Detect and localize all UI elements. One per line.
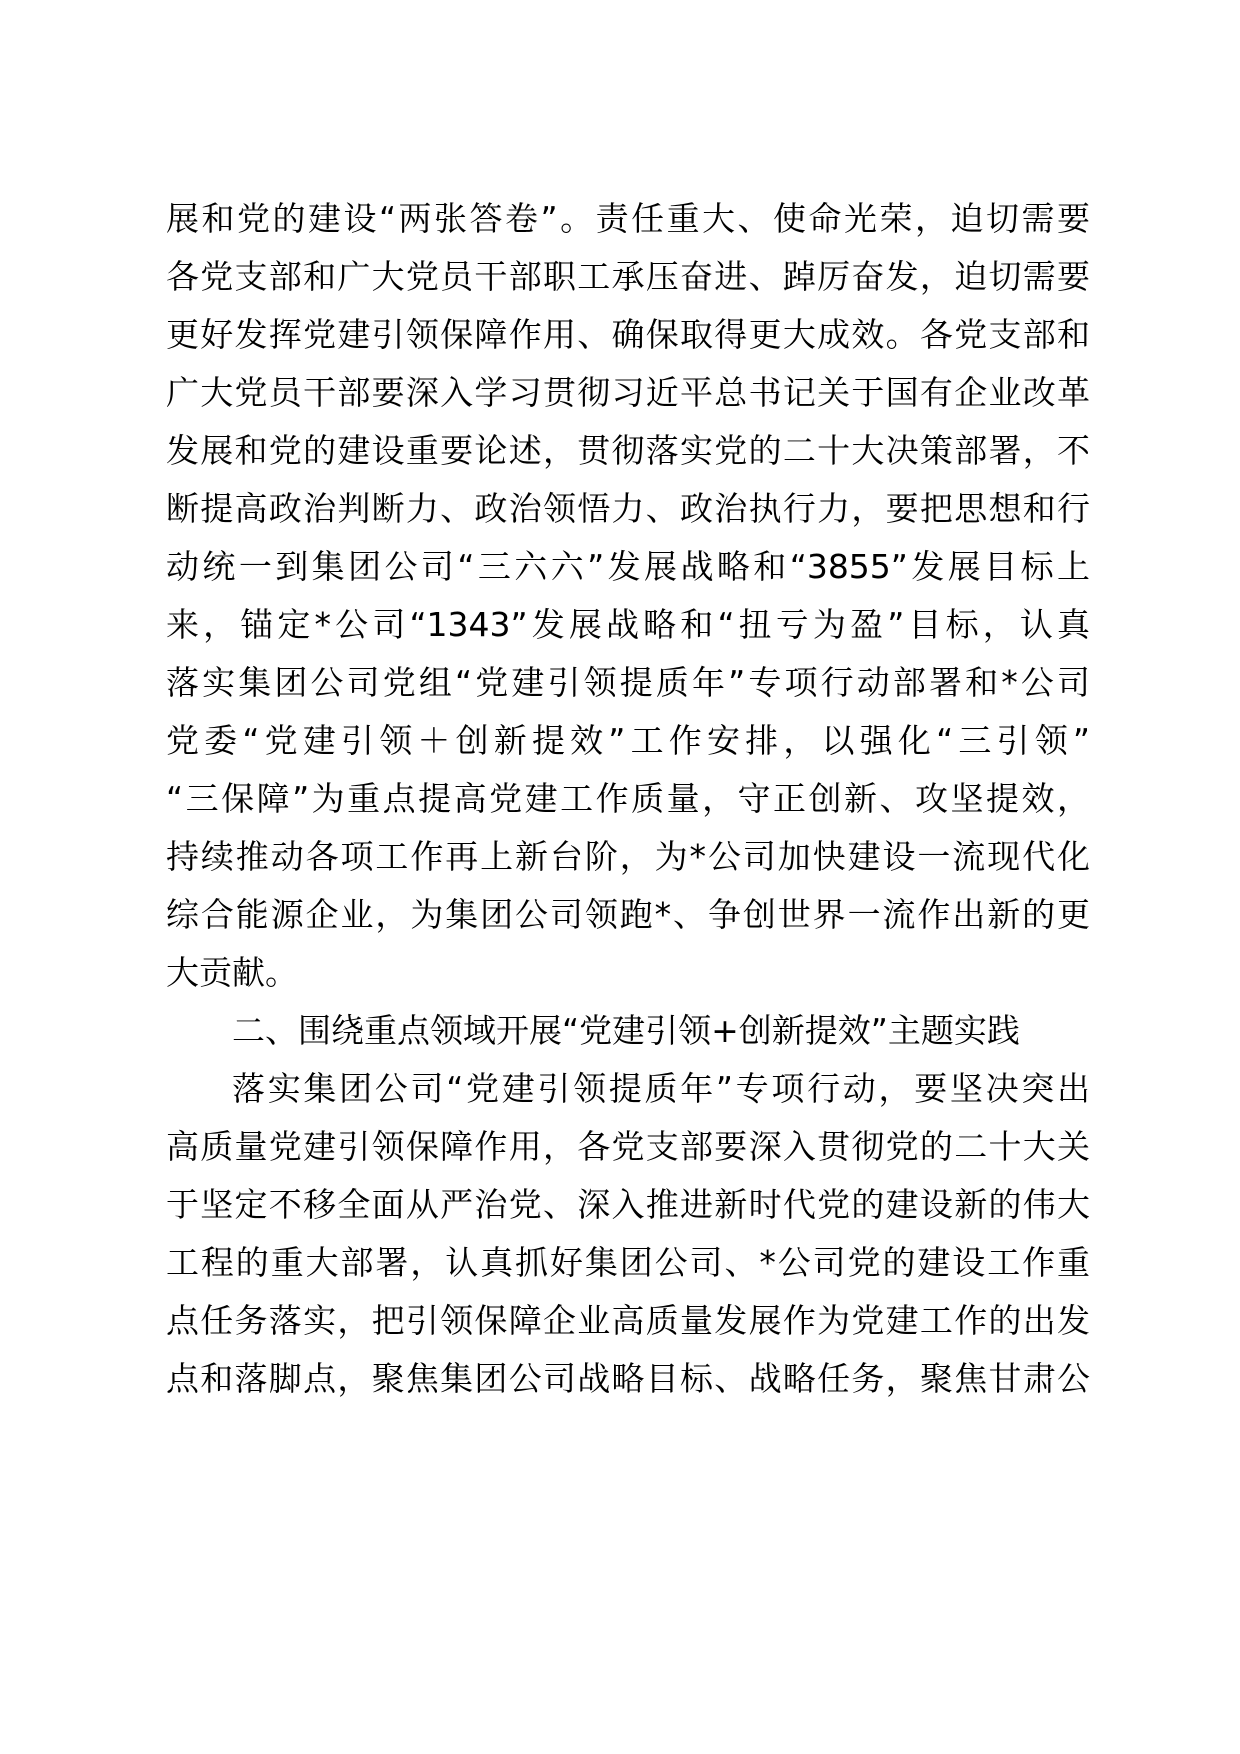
paragraph-2-line: 高质量党建引领保障作用，各党支部要深入贯彻党的二十大关 xyxy=(166,1127,1090,1166)
paragraph-2-line: 点任务落实，把引领保障企业高质量发展作为党建工作的出发 xyxy=(166,1301,1090,1340)
paragraph-2-line: 工程的重大部署，认真抓好集团公司、*公司党的建设工作重 xyxy=(166,1243,1090,1282)
paragraph-2-line: 于坚定不移全面从严治党、深入推进新时代党的建设新的伟大 xyxy=(166,1185,1090,1224)
paragraph-1-line: 动统一到集团公司“三六六”发展战略和“3855”发展目标上 xyxy=(166,547,1090,586)
paragraph-1-line: 大贡献。 xyxy=(166,953,298,992)
paragraph-1-line: 发展和党的建设重要论述，贯彻落实党的二十大决策部署，不 xyxy=(166,431,1090,470)
paragraph-1-line: 广大党员干部要深入学习贯彻习近平总书记关于国有企业改革 xyxy=(166,373,1090,412)
paragraph-1-line: 更好发挥党建引领保障作用、确保取得更大成效。各党支部和 xyxy=(166,315,1090,354)
paragraph-2-line: 点和落脚点，聚焦集团公司战略目标、战略任务，聚焦甘肃公 xyxy=(166,1359,1090,1398)
section-heading: 二、围绕重点领域开展“党建引领+创新提效”主题实践 xyxy=(232,1011,1020,1050)
paragraph-1-line: 落实集团公司党组“党建引领提质年”专项行动部署和*公司 xyxy=(166,663,1090,702)
paragraph-1-line: 展和党的建设“两张答卷”。责任重大、使命光荣，迫切需要 xyxy=(166,199,1090,238)
paragraph-1-line: “三保障”为重点提高党建工作质量，守正创新、攻坚提效， xyxy=(166,779,1090,818)
paragraph-1-line: 党委“党建引领＋创新提效”工作安排，以强化“三引领” xyxy=(166,721,1090,760)
paragraph-1-line: 各党支部和广大党员干部职工承压奋进、踔厉奋发，迫切需要 xyxy=(166,257,1090,296)
paragraph-1-line: 持续推动各项工作再上新台阶，为*公司加快建设一流现代化 xyxy=(166,837,1090,876)
paragraph-1-line: 来，锚定*公司“1343”发展战略和“扭亏为盈”目标，认真 xyxy=(166,605,1090,644)
paragraph-1-line: 断提高政治判断力、政治领悟力、政治执行力，要把思想和行 xyxy=(166,489,1090,528)
paragraph-2-line: 落实集团公司“党建引领提质年”专项行动，要坚决突出 xyxy=(232,1069,1090,1108)
paragraph-1-line: 综合能源企业，为集团公司领跑*、争创世界一流作出新的更 xyxy=(166,895,1090,934)
